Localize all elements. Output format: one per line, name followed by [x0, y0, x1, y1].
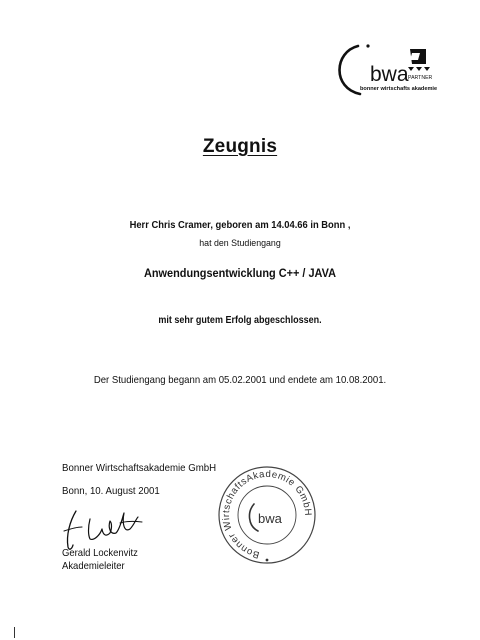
- company-name: Bonner Wirtschaftsakademie GmbH: [62, 463, 217, 474]
- logo-brand: bwa: [370, 63, 409, 86]
- handwritten-signature: [60, 505, 160, 553]
- recipient-line: Herr Chris Cramer, geboren am 14.04.66 in Bonn ,: [129, 220, 351, 231]
- document-title: Zeugnis: [202, 136, 278, 157]
- signature-mark: [60, 505, 160, 553]
- signer-name: Gerald Lockenvitz: [62, 548, 138, 559]
- course-intro: hat den Studiengang: [199, 238, 281, 249]
- official-stamp: [214, 462, 320, 572]
- stamp-ring-text: Bonner WirtschaftsAkademie GmbH: [220, 468, 314, 561]
- signer-role: Akademieleiter: [62, 561, 125, 572]
- bwa-logo-mark: [330, 40, 470, 106]
- logo-partner: PARTNER: [408, 75, 433, 81]
- stamp-seal: [214, 462, 320, 572]
- place-date: Bonn, 10. August 2001: [62, 486, 160, 497]
- grade-line: mit sehr gutem Erfolg abgeschlossen.: [158, 315, 322, 326]
- period-line: Der Studiengang begann am 05.02.2001 und endete am 10.08.2001.: [93, 375, 387, 386]
- logo-tagline: bonner wirtschafts akademie: [360, 86, 438, 92]
- stamp-center-text: bwa: [258, 511, 282, 526]
- scan-edge-mark: [14, 627, 15, 638]
- course-name: Anwendungsentwicklung C++ / JAVA: [143, 268, 337, 280]
- bwa-logo: [330, 40, 470, 106]
